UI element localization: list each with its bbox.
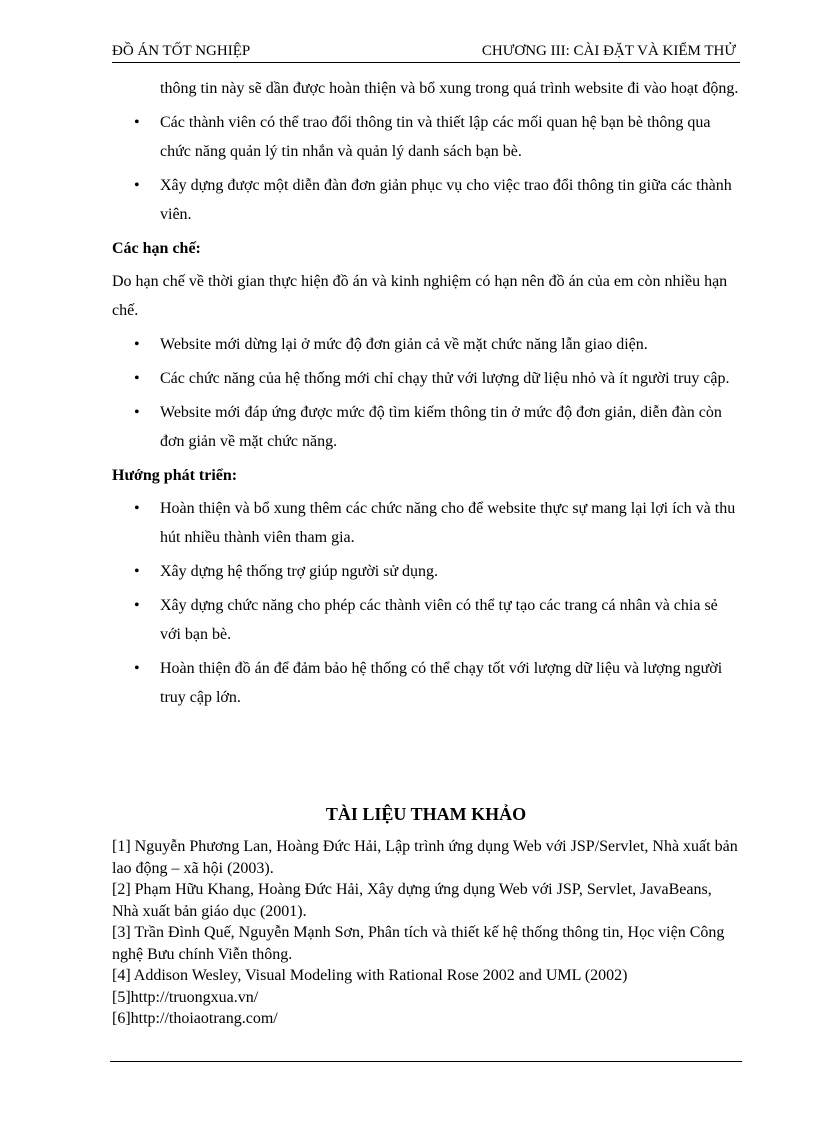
- list-item-text: Website mới đáp ứng được mức độ tìm kiếm thông tin ở mức độ đơn giản, diễn đàn còn đơn giản về mặt chức năng.: [160, 404, 722, 450]
- bullet-icon: •: [134, 114, 140, 131]
- continuation-paragraph: thông tin này sẽ dần được hoàn thiện và bổ xung trong quá trình website đi vào hoạt động.: [160, 80, 739, 97]
- reference-item: [4] Addison Wesley, Visual Modeling with Rational Rose 2002 and UML (2002): [112, 967, 628, 984]
- reference-item: [1] Nguyễn Phương Lan, Hoàng Đức Hải, Lập trình ứng dụng Web với JSP/Servlet, Nhà xuất bản lao động – xã hội (2003).: [112, 838, 738, 877]
- list-item: [112, 108, 740, 166]
- list-item: [112, 171, 740, 229]
- development-list: [112, 494, 740, 712]
- reference-item: [5]http://truongxua.vn/: [112, 988, 259, 1006]
- list-item: [112, 494, 740, 552]
- bullet-icon: •: [134, 177, 140, 194]
- reference-item: [2] Phạm Hữu Khang, Hoàng Đức Hải, Xây dựng ứng dụng Web với JSP, Servlet, JavaBeans, Nhà xuất bản giáo dục (2001).: [112, 881, 712, 920]
- header-left-title: ĐỒ ÁN TỐT NGHIỆP: [112, 43, 251, 59]
- bullet-icon: •: [134, 336, 140, 353]
- list-item: [112, 654, 740, 712]
- list-item-text: Xây dựng được một diễn đàn đơn giản phục vụ cho việc trao đổi thông tin giữa các thành viên.: [160, 177, 732, 223]
- bullet-icon: •: [134, 660, 140, 677]
- bullet-icon: •: [134, 597, 140, 614]
- list-item-text: Xây dựng chức năng cho phép các thành viên có thể tự tạo các trang cá nhân và chia sẻ với bạn bè.: [160, 597, 718, 643]
- page-content: [112, 74, 740, 717]
- references-title: TÀI LIỆU THAM KHẢO: [325, 804, 527, 824]
- reference-item: [6]http://thoiaotrang.com/: [112, 1010, 278, 1027]
- list-item-text: Hoàn thiện đồ án để đảm bảo hệ thống có thể chạy tốt với lượng dữ liệu và lượng người truy cập lớn.: [160, 660, 723, 706]
- bullet-icon: •: [134, 370, 140, 387]
- list-item-text: Các chức năng của hệ thống mới chỉ chạy thử với lượng dữ liệu nhỏ và ít người truy cập.: [160, 370, 730, 387]
- list-item: [112, 398, 740, 456]
- page-header: [112, 40, 740, 63]
- reference-item: [3] Trần Đình Quế, Nguyễn Mạnh Sơn, Phân tích và thiết kế hệ thống thông tin, Học viện Công nghệ Bưu chính Viễn thông.: [112, 924, 725, 963]
- achievements-list: [112, 108, 740, 229]
- limitations-list: [112, 330, 740, 456]
- header-chapter-title: CHƯƠNG III: CÀI ĐẶT VÀ KIỂM THỬ: [481, 43, 736, 59]
- list-item-text: Hoàn thiện và bổ xung thêm các chức năng cho để website thực sự mang lại lợi ích và thu hút nhiều thành viên tham gia.: [160, 500, 736, 546]
- development-heading: Hướng phát triển:: [112, 467, 238, 484]
- list-item-text: Các thành viên có thể trao đổi thông tin và thiết lập các mối quan hệ bạn bè thông qua chức năng quản lý tin nhắn và quản lý danh sách bạn bè.: [160, 114, 711, 160]
- references-list: [112, 836, 740, 1030]
- footer-divider: [110, 1061, 742, 1062]
- list-item-text: Xây dựng hệ thống trợ giúp người sử dụng.: [160, 563, 439, 580]
- list-item: [112, 591, 740, 649]
- list-item: [112, 330, 740, 359]
- limitations-intro: Do hạn chế về thời gian thực hiện đồ án và kinh nghiệm có hạn nên đồ án của em còn nhiều hạn chế.: [112, 273, 728, 319]
- list-item: [112, 557, 740, 586]
- list-item-text: Website mới dừng lại ở mức độ đơn giản cả về mặt chức năng lẫn giao diện.: [160, 336, 648, 353]
- bullet-icon: •: [134, 563, 140, 580]
- bullet-icon: •: [134, 404, 140, 421]
- bullet-icon: •: [134, 500, 140, 517]
- limitations-heading: Các hạn chế:: [112, 240, 201, 257]
- list-item: [112, 364, 740, 393]
